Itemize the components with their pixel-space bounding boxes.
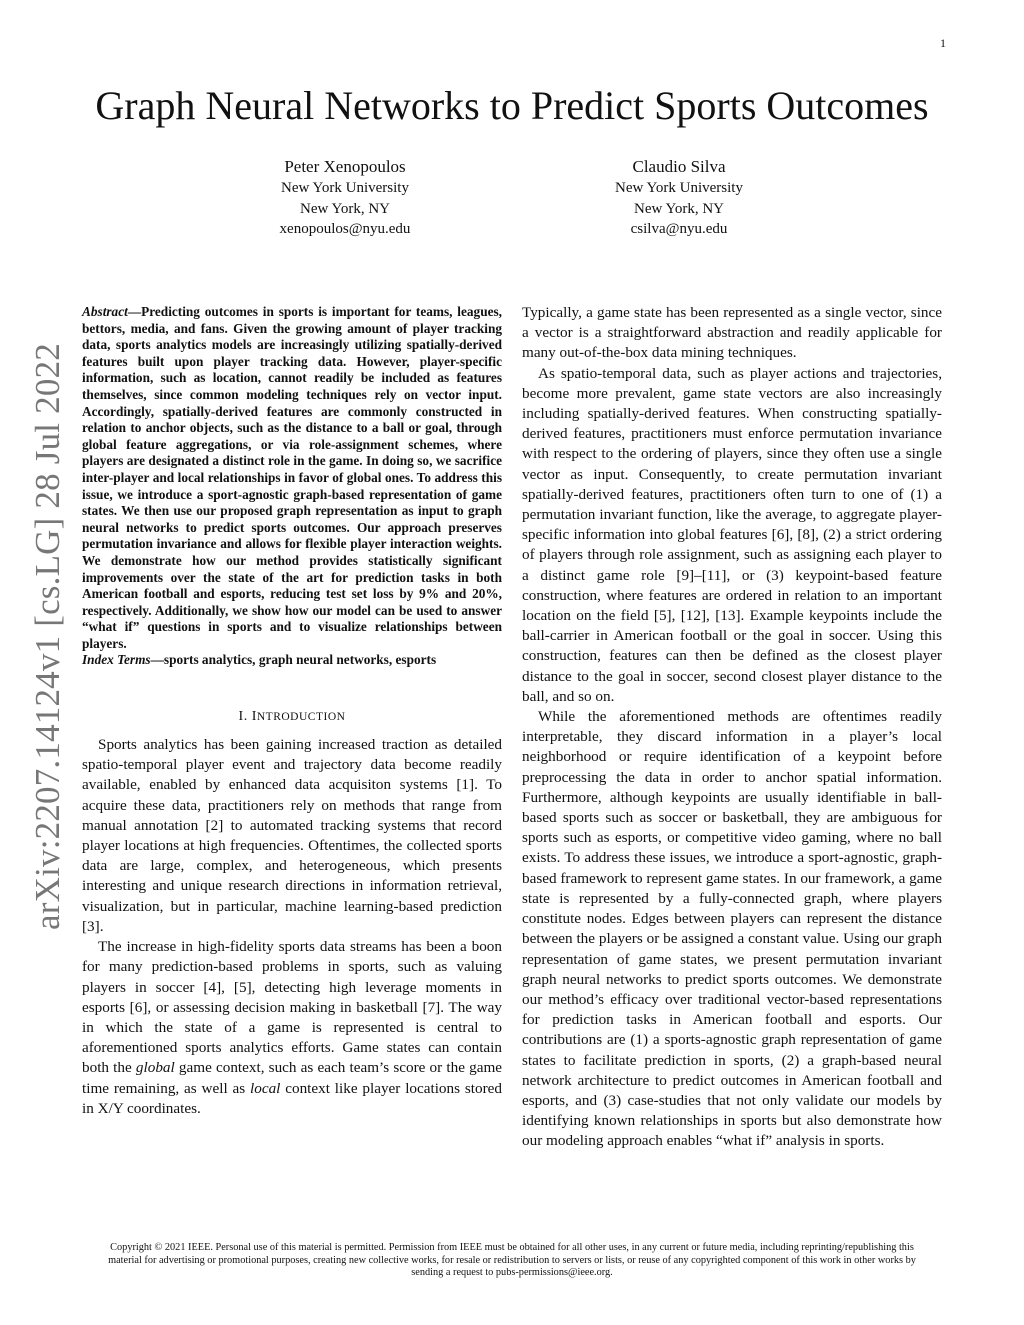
author-block xyxy=(529,156,829,240)
right-column xyxy=(522,303,942,1152)
text-run: The increase in high-fidelity sports data streams has been a boon for many prediction-based problems in sports, such as valuing players in soccer [4], [5], detecting high leverage moments in esports [6], or assessing decision making in basketball [7]. The way in which the state of a game is represented is central to aforementioned sports analytics efforts. Game states can contain both the xyxy=(82,938,502,1077)
abstract-label: Abstract xyxy=(82,304,128,319)
emphasis-global: global xyxy=(135,1059,175,1077)
intro-paragraph-2 xyxy=(82,937,502,1119)
text-run: context like player locations stored in X/Y coordinates. xyxy=(82,1079,502,1117)
author-name: Peter Xenopoulos xyxy=(284,157,406,176)
emphasis-local: local xyxy=(250,1079,281,1097)
text-run: game context, such as each team’s score or the game time remaining, as well as xyxy=(82,1059,502,1097)
index-terms-label: Index Terms xyxy=(82,652,151,668)
copyright-notice: Copyright © 2021 IEEE. Personal use of this material is permitted. Permission from IEEE must be obtained for all other uses, in any current or future media, including reprinting/republishing this material for advertising or promotional purposes, creating new collective works, for resale or redistribution to servers or lists, or reuse of any copyrighted component of this work in other works by sending a request to pubs-permissions@ieee.org. xyxy=(108,1242,916,1279)
author-location: New York, NY xyxy=(633,200,724,217)
author-email: csilva@nyu.edu xyxy=(630,221,728,237)
arxiv-stamp: arXiv:2207.14124v1 [cs.LG] 28 Jul 2022 xyxy=(28,343,67,930)
section-heading xyxy=(82,709,502,725)
intro-paragraph-4: As spatio-temporal data, such as player actions and trajectories, become more prevalent, game state vectors are also increasingly including spatially-derived features. When constructing spatially-derived features, practitioners must enforce permutation invariance with respect to the ordering of players, since they often use a single vector as input. Consequently, to create permutation invariant spatially-derived features, practitioners often turn to one of (1) a permutation invariant function, like the average, to aggregate player-specific information into global features [6], [8], (2) a strict ordering of players through role assignment, such as assigning each player to a distinct game role [9]–[11], or (3) keypoint-based feature construction, where features are ordered in relation to an important location on the field [5], [12], [13]. Example keypoints include the ball-carrier in American football or the goal in soccer. Using this construction, features can then be defined as the closest player distance to the goal in soccer, second closest player distance to the ball, and so on. xyxy=(522,364,942,705)
index-terms xyxy=(82,652,502,669)
author-email: xenopoulos@nyu.edu xyxy=(279,221,411,237)
abstract xyxy=(82,304,502,652)
author-name: Claudio Silva xyxy=(632,157,726,176)
intro-paragraph-1: Sports analytics has been gaining increased traction as detailed spatio-temporal player event and trajectory data become readily available, enabled by enhanced data acquisiton systems [1]. To acquire these data, practitioners rely on methods that range from manual annotation [2] to automated tracking systems that record player locations at high frequencies. Oftentimes, the collected sports data are large, complex, and heterogeneous, which presents interesting and unique research directions in information retrieval, visualization, but in particular, machine learning-based prediction [3]. xyxy=(82,736,502,935)
page-number: 1 xyxy=(940,36,946,50)
author-block xyxy=(195,156,495,240)
author-location: New York, NY xyxy=(299,200,390,217)
section-numeral: I. I xyxy=(238,709,257,725)
section-title: NTRODUCTION xyxy=(256,711,346,724)
author-affiliation: New York University xyxy=(281,180,409,196)
index-terms-text: —sports analytics, graph neural networks, esports xyxy=(150,652,437,668)
author-affiliation: New York University xyxy=(615,180,743,196)
paper-title: Graph Neural Networks to Predict Sports Outcomes xyxy=(95,83,929,128)
intro-paragraph-3: Typically, a game state has been represented as a single vector, since a vector is a straightforward abstraction and readily applicable for many out-of-the-box data mining techniques. xyxy=(522,304,942,362)
intro-paragraph-5: While the aforementioned methods are oftentimes readily interpretable, they discard information in a player’s local neighborhood or require identification of a keypoint before preprocessing the data in order to anchor spatial information. Furthermore, although keypoints are usually identifiable in ball-based sports such as soccer or basketball, they are ambiguous for sports such as esports, or competitive video gaming, where no ball exists. To address these issues, we introduce a sport-agnostic, graph-based framework to represent game states. In our framework, a game state is represented by a fully-connected graph, where players constitute nodes. Edges between players can represent the distance between the players or be assigned a constant value. Using our graph representation of game states, we present permutation invariant graph neural networks to predict sports outcomes. We demonstrate our method’s efficacy over traditional vector-based representations for prediction tasks in American football and esports. Our contributions are (1) a sports-agnostic graph representation of game states to facilitate prediction in sports, (2) a graph-based neural network architecture to predict outcomes in American football and esports, and (3) case-studies that not only validate our models by identifying known relationships in sports but also demonstrate how our modeling approach enables “what if” analysis in sports. xyxy=(522,708,943,1150)
left-column xyxy=(82,304,502,1119)
abstract-text: —Predicting outcomes in sports is important for teams, leagues, bettors, media, and fans. Given the growing amount of player tracking data, sports analytics models are increasingly utilizing spatially-derived features built upon player tracking data. However, player-specific information, such as location, cannot readily be included as features themselves, since common modeling techniques rely on vector input. Accordingly, spatially-derived features are commonly constructed in relation to anchor objects, such as the distance to a ball or goal, through global feature aggregations, or via role-assignment schemes, where players are designated a distinct role in the game. In doing so, we sacrifice inter-player and local relationships in favor of global ones. To address this issue, we introduce a sport-agnostic graph-based representation of game states. We then use our proposed graph representation as input to graph neural networks to predict sports outcomes. Our approach preserves permutation invariance and allows for flexible player interaction weights. We demonstrate how our method provides statistically significant improvements over the state of the art for prediction tasks in both American football and esports, reducing test set loss by 9% and 20%, respectively. Additionally, we show how our model can be used to answer “what if” questions in sports and to visualize relationships between players. xyxy=(82,304,502,651)
